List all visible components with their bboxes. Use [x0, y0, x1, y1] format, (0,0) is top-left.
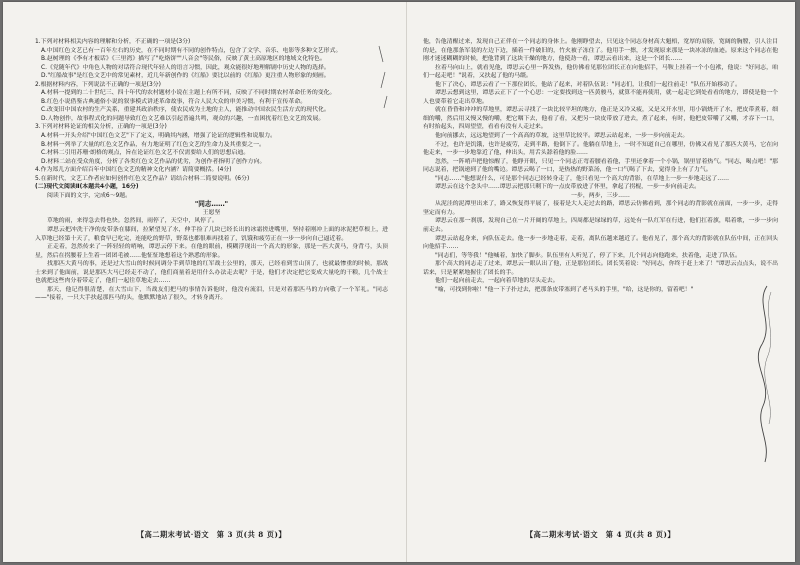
text-paragraph: 1.下列对材料相关内容的理解和分析，不正确的一项是(3分): [35, 39, 191, 45]
text-paragraph: 他，告他清醒过来，发现自己正伴在一个同志的身体上。他刚睁望去，只见这个同志身材高大魁梧，宽厚的肩膀，宽阔的胸膛，引人注目的是，在他那条军装的左边下边，插着一件破旧的，竹火被子冻住了。他用手一擦，才发现原来那是一块冰冻的血迹。原来这个同志在他刚才迷迷糊糊的时候，把他背到了这块干燥的地方，他使劲一看，谭思云看出来，这是一个团长……: [423, 39, 778, 63]
text-paragraph: 一步，两步，三步……: [571, 192, 630, 199]
exam-sheet: [3, 2, 795, 562]
text-paragraph: B.材料一列举了大量的红色文艺作品，有力地证明了红色文艺的生命力及其重要之一。: [41, 141, 265, 148]
text-paragraph: "同志们，等等我！"他喊着，加快了脚步。队伍里有人听见了，停了下来，几个同志向他跑来，扶着他，走进了队伍。: [435, 252, 741, 259]
text-paragraph: 谭思云在这个念头中……谭思云把那只剩下的一点皮带放进了怀里，拿起了拐棍，一步一步向前走去。: [435, 184, 701, 191]
text-paragraph: 就在昏昏和冲冲的草地里，谭思云寻找了一块比较平坦的地方，他正是又冷又疲，又是又开水里，用小锅烧开了水，把皮带煮着，细细的嚼，然后用又慢又慢的嚼，把它咽下去，他看了看，又把另一块皮带放了进去，煮了起来，有时，他把皮带嚼了又嚼，才吞下一口，有时抬起头，四周望望，看看有没有人走过来。: [423, 107, 778, 131]
text-paragraph: A.材料一提到的二十世纪三、四十年代的农村题材小说在主题上有所不同，反映了不同时期农村革命任务的变化。: [41, 90, 336, 97]
text-paragraph: "同志……": [194, 200, 229, 209]
text-paragraph: 那天，他记得很清楚，在大雪山下，当战友们把马的事情告诉他时，他没有流泪，只是对着那匹马的方向敬了一个军礼。"同志——"接着，一只大手扶起那匹马的头，他默默地站了很久，才转身离开。: [35, 286, 388, 302]
page-3-text: [35, 38, 388, 303]
text-paragraph: 5.在新时代，文艺工作者应如何创作红色文艺作品？请结合材料二简要说明。(6分): [35, 175, 250, 182]
text-paragraph: 他向前挪去，远远地望到了一个高高的草坡，这里草比较平。谭思云站起来，一步一步向前走去。: [435, 133, 689, 140]
text-paragraph: 谭思云想到这里，谭思云正下了一个心思：一定要找到这一匹黄骏马，就算不能再使用，就一起走它到处看看的地方，即使是他一个人也要带着它走出草地。: [423, 90, 778, 105]
exam-page-3: [35, 2, 388, 562]
text-paragraph: 谭思云站起身来，向队伍走去。他一步一步地走着，走着，离队伍越来越近了。他看见了，那个高大的背影就在队伍中间，正在回头向他招手……: [423, 235, 778, 251]
text-paragraph: D.人物创作，故事程式化的问题导致红色文艺难以引起普遍共鸣，观众的兴趣，一直困扰着红色文艺的发展。: [41, 115, 325, 122]
exam-page-4: [423, 2, 778, 562]
text-paragraph: C.材料二引用苏珊·朗格的观点，旨在论证红色文艺不仅需要给人们的思想启迪。: [41, 150, 250, 157]
text-paragraph: 不过，也许是饥饿，也许是疲劳，走到半路，他倒下了。他躺在草地上，一时不知道自己在哪里，仿佛又看见了那匹大黄马，它在向他走来，一步一步地靠近了他，伸出头，用舌头舔着他的脸……: [423, 141, 778, 157]
text-paragraph: 谭思云把冲洗干净的皮带条在膝间，拉紧望见了水，伸手捡了几块已经长出的冰霜搓进嘴里，坚持着刚冲上面的冰泥把草根上，进入草地已经第十天了，粮食早已吃完，连能吃的野草，野菜也都很难再找着了，饥饿和疲劳正在一步一步向自己逼近着。: [35, 227, 388, 242]
text-paragraph: 从泥洼的泥潭里出来了，路又恢复得平展了，接着是大人走过去的路，谭思云仿佛看到，那个同志的背影就在前面，一步一步，走得坚定而有力。: [423, 201, 778, 216]
text-paragraph: 谭思云在那一刹那，发现自己在一片开阔的草地上，四周都是绿绿的草，远处有一队红军在行进，他们扛着旗，唱着歌，一步一步向前走去。: [423, 218, 778, 234]
text-paragraph: A.材料一开头介绍"中国红色文艺"下了定义，明确其内涵，增强了论证的逻辑性和说服力。: [41, 133, 277, 140]
text-paragraph: 找那匹大黄马的事，还是过大雪山的时候同调分手到草地的红军战士公里的，那天，已经看到雪山顶了，也就最惨重的时候，那战士来到了他面前，说是那匹大马已经走不动了，他们商量着是用什么办法走去呢？于是，他们才决定把它变成大量吃的干粮，几个战士也就把这些肉分着带走了，他们一起往草地走去……: [35, 261, 388, 285]
text-paragraph: "同志……"他想说什么，可是那个同志已经转身走了，他只看见一个高大的背影，在草地上一步一步地走远了……: [435, 175, 730, 182]
pencil-mark-icon: [375, 42, 388, 112]
text-paragraph: 忽然，一阵哨声把他惊醒了，他睁开眼，只见一个同志正弯着腰看着他，手里还拿着一个小锅，锅里冒着热气。"同志，喝点吧！"那同志说着，把锅递到了他的嘴边。谭思云喝了一口，是热热的野菜汤，他一口气喝了下去，觉得身上有了力气。: [423, 158, 778, 174]
text-paragraph: 他们一起向前走去，一起向着草地的尽头走去。: [435, 278, 559, 285]
page-3-footer: 【高二期末考试·语文 第 3 页(共 8 页)】: [136, 530, 287, 539]
text-paragraph: 拉着马向山上，就看见他，谭思云心里一阵发热，他仿佛看见那位团长正在向他招手，马鞍上挂着一个小包袱，他说："好同志，咱们一起走吧！"说着，又扶起了他的马缰。: [423, 64, 778, 80]
text-paragraph: 那个高大的同志走了过来，谭思云一眼认出了他，正是那位团长。团长笑着说："好同志，你终于赶上来了！"谭思云点点头，说不出话来，只是紧紧地握住了团长的手。: [423, 261, 778, 276]
text-paragraph: 他下了决心，谭思云看了一下那位团长，他站了起来，对着队伍说："同志们，让我们一起往前走！"队伍开始移动了。: [435, 81, 741, 88]
text-paragraph: 阅读下面的文字，完成6～9题。: [47, 192, 132, 199]
text-paragraph: 3.下列对材料论证的相关分析，正确的一项是(3分): [35, 124, 167, 131]
text-paragraph: D.材料二站在受众角度，分析了各类红色文艺作品的优劣，为创作者指明了创作方向。: [41, 158, 266, 165]
text-paragraph: 正走着，忽然传来了一阵轻轻的哨响，谭思云停下来。在他的眼前，模糊浮现出一个高大的形象，那是一匹大黄马，身背弓，头顶星，然后在拐腰着上生着一团团毛被……他怔怔地想着这个熟悉的形象。: [35, 244, 388, 259]
text-paragraph: A.中国红色文艺已有一百年左右的历史，在不同时期有不同的创作特点，包含了文学、音乐、电影等多种文艺形式。: [41, 47, 342, 54]
text-paragraph: 2.根据材料内容，下列说法不正确的一项是(3分): [35, 81, 161, 88]
text-paragraph: "喻，可找到你啦！"他一下子扑过去，把那条皮带塞到了老马头的手里，"给，这是你的，留着吧！": [435, 286, 694, 293]
text-paragraph: C.改变旧中国农村的生产关系，重建其政治秩序，使农民成为土地的主人，能推动中国农民生活方式的现代化。: [41, 107, 330, 114]
text-paragraph: D."红船故事"是红色文艺中的常见素材，近几年新创作的《红船》要比以前的《红船》更注重人物形象的刻画。: [41, 73, 330, 80]
text-paragraph: 4.作为郑儿方面介绍百年中国红色文艺的精神文化内涵？请简要概括。(4分): [35, 167, 232, 174]
text-paragraph: B.红色小说借鉴古典通俗小说的叙事模式讲述革命故事，符合人民大众的审美习惯，有利于宣传革命。: [41, 98, 307, 105]
page-4-footer: 【高二期末考试·语文 第 4 页(共 8 页)】: [525, 530, 676, 539]
text-paragraph: (二)现代文阅读Ⅱ(本题共4小题，16分): [35, 184, 139, 191]
text-paragraph: B.赵树理的《李有才板话》《三里湾》描写了"吃烙饼""八音会"等民俗，反映了黄土高原地区的地域文化特色。: [41, 56, 326, 63]
text-paragraph: 王愿坚: [202, 209, 221, 216]
text-paragraph: C.《党随年代》中角色人物的对话符合现代年轻人的语言习惯，因此，观众能很好地理解剧中历史人物的选择。: [41, 64, 330, 71]
text-paragraph: 草地的雨，来得急去得也快。忽然间，雨停了，天空中，风停了。: [47, 218, 218, 225]
page-4-text: [423, 38, 778, 294]
page-fold-divider: [406, 2, 407, 562]
pencil-scribble-icon: [749, 284, 778, 464]
